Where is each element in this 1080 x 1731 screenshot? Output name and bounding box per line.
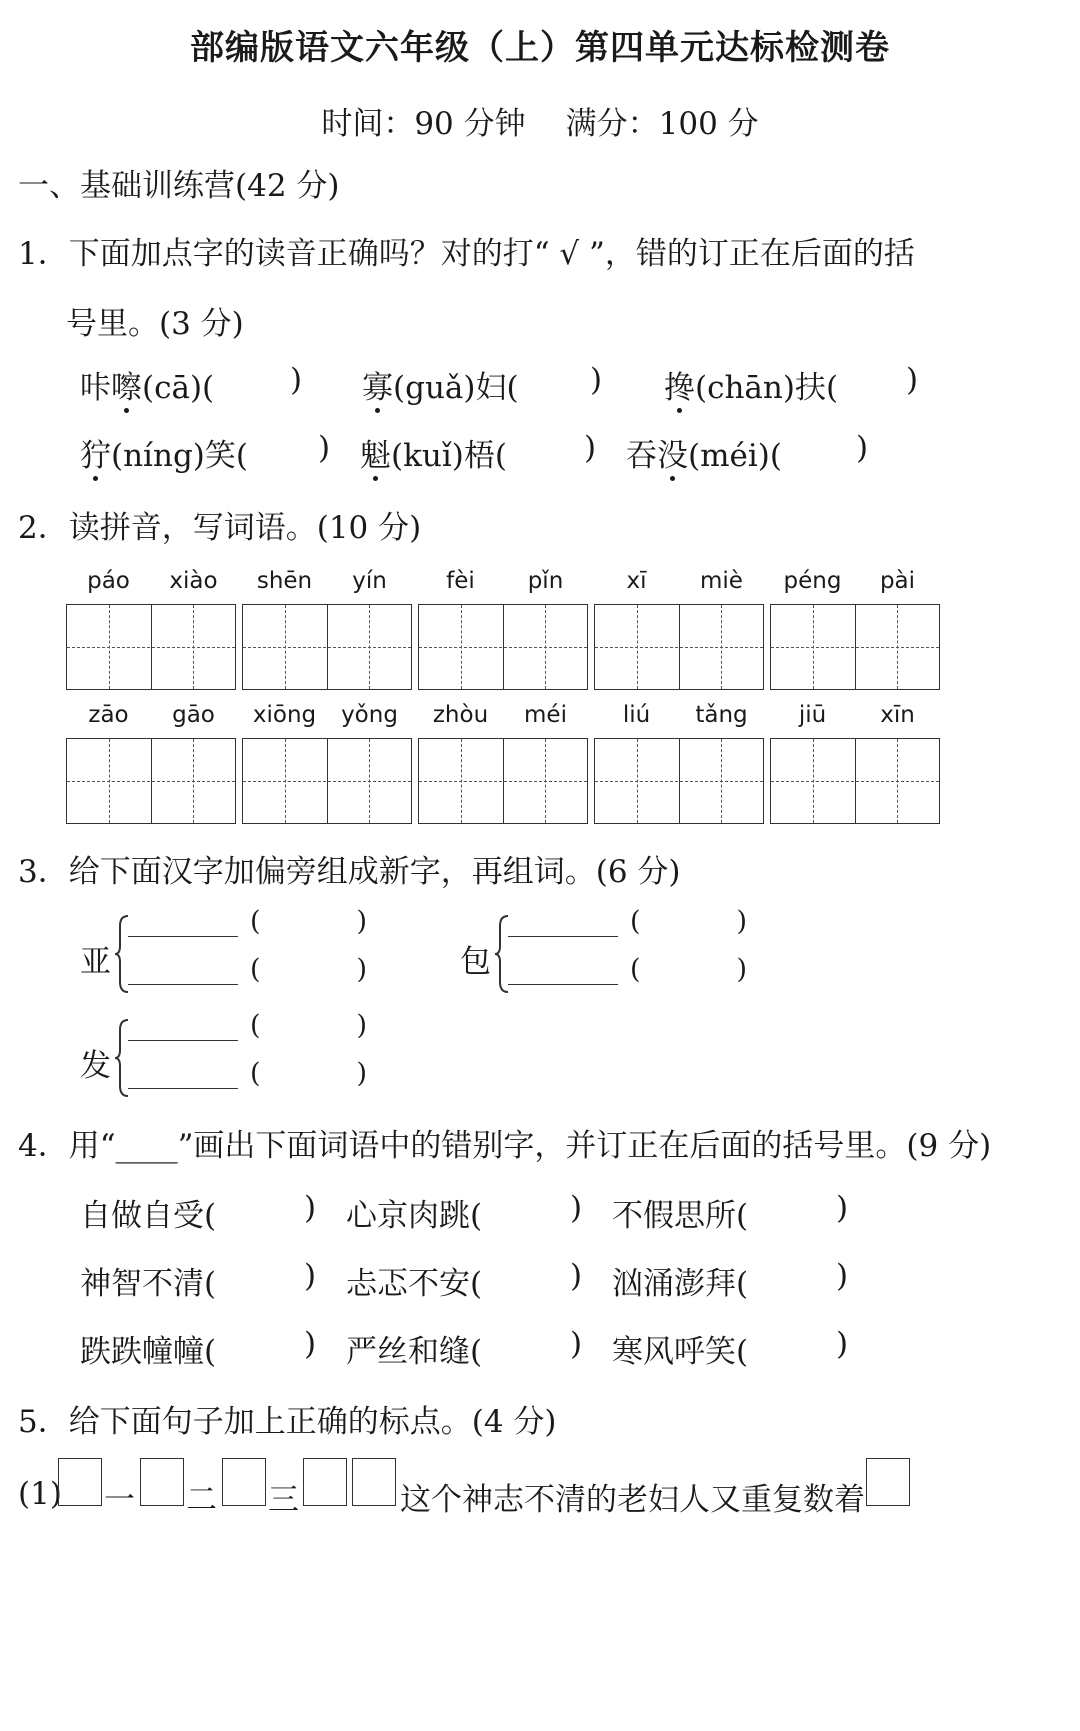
- error-word: 忐忑不安(: [346, 1266, 483, 1302]
- brace-icon: [494, 914, 510, 994]
- writing-grid[interactable]: [594, 738, 764, 824]
- writing-grid[interactable]: [770, 604, 940, 690]
- error-word: 严丝和缝(: [346, 1334, 483, 1370]
- writing-grid[interactable]: [242, 604, 412, 690]
- q1-item-close: ): [318, 430, 331, 466]
- exam-meta: [0, 98, 1080, 143]
- pinyin-syllable: liú: [622, 702, 651, 728]
- pinyin-syllable: zāo: [88, 702, 129, 728]
- q3-text: 3．给下面汉字加偏旁组成新字，再组词。(6 分): [18, 854, 681, 890]
- answer-paren[interactable]: ( ): [250, 906, 368, 937]
- q1-item: 咔嚓(cā)(: [80, 362, 214, 407]
- pinyin-syllable: xī: [626, 568, 647, 594]
- answer-box[interactable]: [866, 1458, 910, 1506]
- q2-text: 2．读拼音，写词语。(10 分): [18, 510, 422, 546]
- answer-box[interactable]: [58, 1458, 102, 1506]
- writing-grid[interactable]: [418, 738, 588, 824]
- answer-paren-close: ): [836, 1326, 849, 1362]
- answer-paren-close: ): [836, 1190, 849, 1226]
- pinyin-syllable: gāo: [172, 702, 215, 728]
- error-word: 不假思所(: [612, 1198, 749, 1234]
- exam-time: 时间：90 分钟: [321, 106, 526, 142]
- section-heading: 一、基础训练营(42 分): [18, 168, 340, 204]
- q1-item-close: ): [584, 430, 597, 466]
- error-word: 自做自受(: [80, 1198, 217, 1234]
- brace-icon: [114, 914, 130, 994]
- pinyin-syllable: méi: [524, 702, 567, 728]
- q5-label: (1): [18, 1476, 62, 1512]
- error-word: 心京肉跳(: [346, 1198, 483, 1234]
- q4-text: 4．用“____”画出下面词语中的错别字，并订正在后面的括号里。(9 分): [18, 1128, 992, 1164]
- writing-grid[interactable]: [66, 738, 236, 824]
- pinyin-syllable: fèi: [446, 568, 475, 594]
- answer-paren[interactable]: ( ): [630, 954, 748, 985]
- q1-item: 狞(níng)笑(: [80, 430, 248, 475]
- brace-icon: [114, 1018, 130, 1098]
- answer-paren-close: ): [570, 1190, 583, 1226]
- q5-text: 5．给下面句子加上正确的标点。(4 分): [18, 1404, 557, 1440]
- pinyin-syllable: páo: [87, 568, 130, 594]
- writing-grid[interactable]: [242, 738, 412, 824]
- pinyin-label: [418, 568, 588, 598]
- q5-num: 一: [104, 1482, 135, 1518]
- pinyin-label: [242, 702, 412, 732]
- writing-grid[interactable]: [66, 604, 236, 690]
- pinyin-syllable: xiào: [169, 568, 218, 594]
- q1-item-close: ): [290, 362, 303, 398]
- error-word: 寒风呼笑(: [612, 1334, 749, 1370]
- error-word: 跌跌幢幢(: [80, 1334, 217, 1370]
- answer-box[interactable]: [352, 1458, 396, 1506]
- answer-line[interactable]: [508, 984, 618, 985]
- pinyin-syllable: xiōng: [252, 702, 317, 728]
- pinyin-label: [242, 568, 412, 598]
- q1-item-close: ): [856, 430, 869, 466]
- pinyin-label: [594, 568, 764, 598]
- pinyin-label: [66, 702, 236, 732]
- answer-paren-close: ): [304, 1190, 317, 1226]
- error-word: 汹涌澎拜(: [612, 1266, 749, 1302]
- pinyin-syllable: xīn: [880, 702, 915, 728]
- answer-box[interactable]: [303, 1458, 347, 1506]
- answer-paren[interactable]: ( ): [250, 1058, 368, 1089]
- exam-score: 满分：100 分: [565, 106, 759, 142]
- answer-line[interactable]: [128, 936, 238, 937]
- q1-item-close: ): [590, 362, 603, 398]
- answer-paren-close: ): [836, 1258, 849, 1294]
- answer-paren[interactable]: ( ): [250, 1010, 368, 1041]
- pinyin-label: [418, 702, 588, 732]
- q1-item-close: ): [906, 362, 919, 398]
- pinyin-syllable: yín: [352, 568, 387, 594]
- answer-paren-close: ): [570, 1326, 583, 1362]
- pinyin-label: [594, 702, 764, 732]
- pinyin-syllable: miè: [700, 568, 743, 594]
- pinyin-label: [770, 568, 940, 598]
- pinyin-syllable: yǒng: [341, 702, 398, 728]
- q1-item: 吞没(méi)(: [626, 430, 782, 475]
- answer-line[interactable]: [128, 1040, 238, 1041]
- pinyin-syllable: zhòu: [432, 702, 489, 728]
- pinyin-syllable: tǎng: [695, 702, 748, 728]
- base-character: 包: [460, 944, 491, 980]
- answer-paren-close: ): [304, 1258, 317, 1294]
- answer-box[interactable]: [140, 1458, 184, 1506]
- q5-num: 三: [268, 1482, 299, 1518]
- q5-num: 二: [186, 1482, 217, 1518]
- q1-text: 1．下面加点字的读音正确吗？对的打“ √ ”，错的订正在后面的括: [18, 236, 915, 272]
- pinyin-label: [66, 568, 236, 598]
- pinyin-syllable: jiū: [798, 702, 827, 728]
- answer-box[interactable]: [222, 1458, 266, 1506]
- answer-paren-close: ): [304, 1326, 317, 1362]
- answer-line[interactable]: [128, 1088, 238, 1089]
- answer-line[interactable]: [128, 984, 238, 985]
- writing-grid[interactable]: [770, 738, 940, 824]
- answer-paren[interactable]: ( ): [630, 906, 748, 937]
- q5-sentence: 这个神志不清的老妇人又重复数着: [400, 1482, 865, 1518]
- pinyin-syllable: shēn: [256, 568, 313, 594]
- answer-paren[interactable]: ( ): [250, 954, 368, 985]
- error-word: 神智不清(: [80, 1266, 217, 1302]
- writing-grid[interactable]: [418, 604, 588, 690]
- pinyin-label: [770, 702, 940, 732]
- q1-item: 魁(kuǐ)梧(: [360, 430, 507, 475]
- pinyin-syllable: pǐn: [527, 568, 564, 594]
- answer-line[interactable]: [508, 936, 618, 937]
- writing-grid[interactable]: [594, 604, 764, 690]
- q1-item: 搀(chān)扶(: [664, 362, 838, 407]
- q1-text-cont: 号里。(3 分): [66, 306, 244, 342]
- base-character: 亚: [80, 944, 111, 980]
- answer-paren-close: ): [570, 1258, 583, 1294]
- base-character: 发: [80, 1048, 111, 1084]
- page-title: 部编版语文六年级（上）第四单元达标检测卷: [190, 28, 890, 68]
- pinyin-syllable: pài: [879, 568, 916, 594]
- q1-item: 寡(guǎ)妇(: [362, 362, 519, 407]
- pinyin-syllable: péng: [783, 568, 842, 594]
